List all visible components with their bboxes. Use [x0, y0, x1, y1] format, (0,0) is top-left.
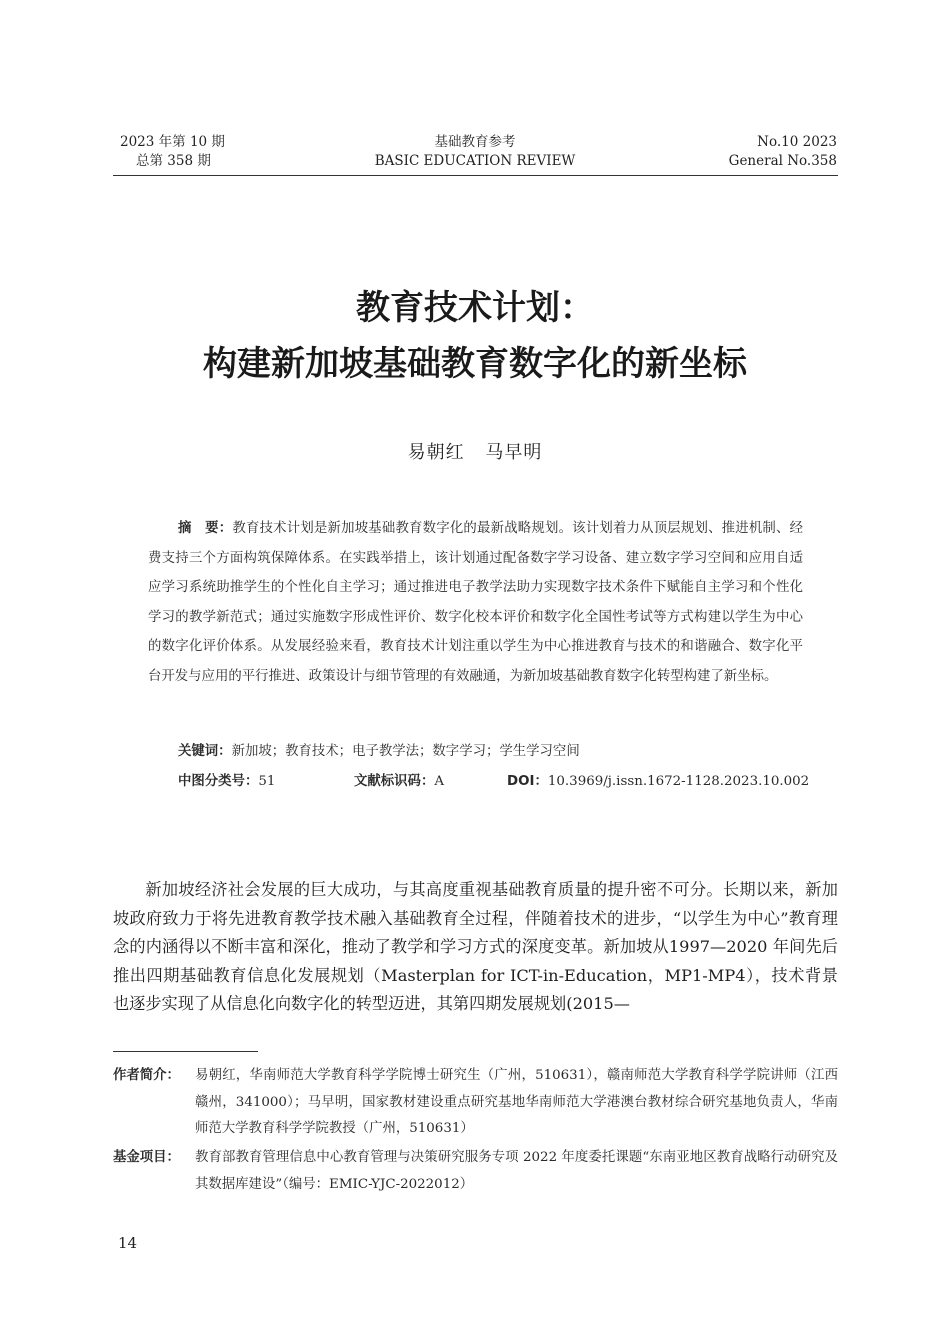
- title-line-2: 构建新加坡基础教育数字化的新坐标: [203, 344, 747, 384]
- clc-value: 51: [258, 774, 276, 789]
- keywords-label: 关键词：: [178, 744, 232, 759]
- abstract-text: 教育技术计划是新加坡基础教育数字化的最新战略规划。该计划着力从顶层规划、推进机制、经费支持三个方面构筑保障体系。在实践举措上，该计划通过配备数字学习设备、建立数字学习空间和应用自适应学习系统助推学生的个性化自主学习；通过推进电子教学法助力实现数字技术条件下赋能自主学习和个性化学习的教学新范式；通过实施数字形成性评价、数字化校本评价和数字化全国性考试等方式构建以学生为中心的数字化评价体系。从发展经验来看，教育技术计划注重以学生为中心推进教育与技术的和谐融合、数字化平台开发与应用的平行推进、政策设计与细节管理的有效融通，为新加坡基础教育数字化转型构建了新坐标。: [148, 521, 804, 684]
- header-journal-name: [300, 133, 650, 171]
- header-issue-info-english: [729, 133, 837, 171]
- fund-label: 基金项目：: [113, 1150, 180, 1165]
- doc-code-cell: [354, 770, 507, 789]
- doi-label: DOI：: [507, 774, 548, 789]
- doi-value: 10.3969/j.issn.1672-1128.2023.10.002: [547, 774, 810, 789]
- keywords-text: 新加坡；教育技术；电子教学法；数字学习；学生学习空间: [231, 744, 580, 759]
- header-issue-info: [120, 133, 225, 171]
- journal-name-english: BASIC EDUCATION REVIEW: [374, 153, 576, 169]
- classification-row: [178, 770, 818, 789]
- body-text: [113, 876, 838, 1019]
- fund-text: 教育部教育管理信息中心教育管理与决策研究服务专项 2022 年度委托课题“东南亚地区教育战略行动研究及其数据库建设”（编号：EMIC-YJC-2022012）: [195, 1150, 838, 1192]
- doc-code-label: 文献标识码：: [354, 774, 435, 789]
- clc-label: 中图分类号：: [178, 774, 259, 789]
- journal-name-chinese: 基础教育参考: [434, 134, 516, 150]
- author-info-text: 易朝红，华南师范大学教育科学学院博士研究生（广州，510631），赣南师范大学教育科学学院讲师（江西赣州，341000）；马早明，国家教材建设重点研究基地华南师范大学港澳台教材综合研究基地负责人，华南师范大学教育科学学院教授（广州，510631）: [195, 1068, 838, 1136]
- header-issue-number: No.10 2023: [757, 134, 837, 150]
- abstract-block: [148, 514, 803, 691]
- page-number: 14: [118, 1234, 138, 1252]
- header-general-number: General No.358: [728, 153, 837, 169]
- doc-code-value: A: [434, 774, 445, 789]
- header-divider: [113, 175, 838, 176]
- header-total-issue-line: 总第 358 期: [136, 153, 211, 169]
- clc-cell: [178, 770, 354, 789]
- doi-cell: [507, 770, 809, 789]
- article-title: [0, 280, 950, 392]
- footnote-divider: [113, 1051, 258, 1052]
- header-issue-line: 2023 年第 10 期: [120, 134, 225, 150]
- abstract-label: 摘 要：: [178, 521, 233, 536]
- title-line-1: 教育技术计划：: [356, 288, 594, 328]
- footnote-fund-info: [113, 1145, 838, 1198]
- author-info-label: 作者简介：: [113, 1068, 180, 1083]
- article-authors: 易朝红 马早明: [407, 442, 543, 463]
- footnote-author-info: [113, 1063, 838, 1143]
- keywords-row: [178, 740, 580, 759]
- body-paragraph: 新加坡经济社会发展的巨大成功，与其高度重视基础教育质量的提升密不可分。长期以来，新加坡政府致力于将先进教育教学技术融入基础教育全过程，伴随着技术的进步，“以学生为中心”教育理念的内涵得以不断丰富和深化，推动了教学和学习方式的深度变革。新加坡从1997—2020 年间先后推出四期基础教育信息化发展规划（Masterplan for ICT-in-Education，MP1-MP4），技术背景也逐步实现了从信息化向数字化的转型迈进，其第四期发展规划(2015—: [113, 880, 838, 1013]
